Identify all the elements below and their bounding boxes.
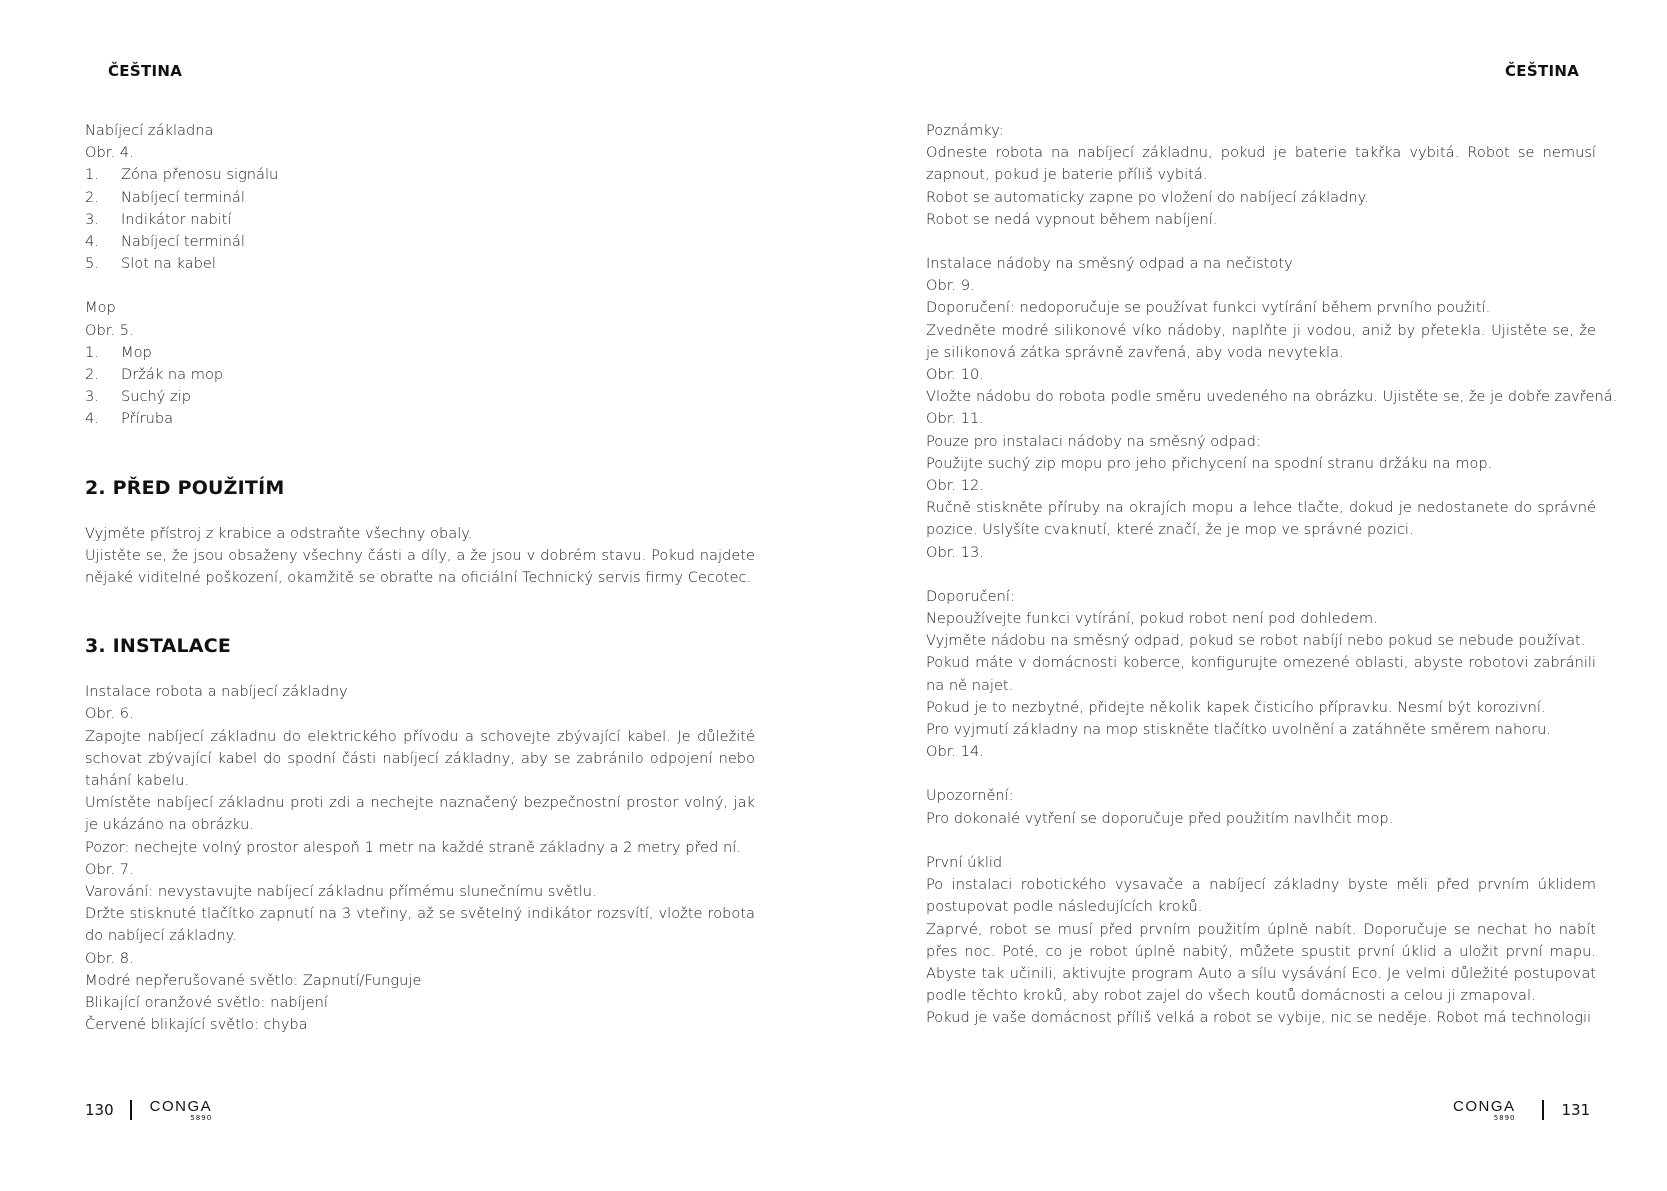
paragraph: Doporučení: nedoporučuje se používat funkci vytírání během prvního použití. bbox=[926, 299, 1491, 317]
figure-ref: Obr. 14. bbox=[926, 743, 984, 761]
paragraph: Vložte nádobu do robota podle směru uvedeného na obrázku. Ujistěte se, že je dobře zavřená. bbox=[926, 388, 1618, 406]
left-page bbox=[0, 0, 833, 1191]
charging-base-parts-list bbox=[85, 164, 755, 275]
section-heading: 3. INSTALACE bbox=[85, 635, 232, 658]
paragraph: Červené blikající světlo: chyba bbox=[85, 1016, 308, 1034]
paragraph: Instalace robota a nabíjecí základny bbox=[85, 683, 348, 701]
left-content bbox=[85, 120, 755, 1037]
paragraph: Varování: nevystavujte nabíjecí základnu přímému slunečnímu světlu. bbox=[85, 883, 597, 901]
paragraph: Zapojte nabíjecí základnu do elektrického přívodu a schovejte zbývající kabel. Je důležité schovat zbývající kabel do spodní části nabíjecí základny, aby se zabránilo odpojení nebo tahání kabelu. bbox=[85, 727, 755, 790]
mop-parts-list bbox=[85, 342, 755, 431]
section-title: Doporučení: bbox=[926, 587, 1015, 605]
language-label: ČEŠTINA bbox=[1505, 62, 1580, 80]
list-item: 4. Příruba bbox=[85, 410, 174, 428]
footer-divider bbox=[130, 1100, 132, 1120]
paragraph: Pro dokonalé vytření se doporučuje před použitím navlhčit mop. bbox=[926, 809, 1394, 827]
figure-ref: Obr. 8. bbox=[85, 949, 134, 967]
paragraph: Držte stisknuté tlačítko zapnutí na 3 vteřiny, až se světelný indikátor rozsvítí, vložte robota do nabíjecí základny. bbox=[85, 905, 755, 945]
list-item: 5. Slot na kabel bbox=[85, 255, 216, 273]
paragraph: Pozor: nechejte volný prostor alespoň 1 metr na každé straně základny a 2 metry před ní. bbox=[85, 838, 741, 856]
list-item: 1. Mop bbox=[85, 343, 152, 361]
footer-divider bbox=[1542, 1100, 1544, 1120]
figure-ref: Obr. 7. bbox=[85, 860, 134, 878]
list-item: 2. Nabíjecí terminál bbox=[85, 188, 245, 206]
page-number: 131 bbox=[1561, 1101, 1591, 1119]
figure-ref: Obr. 4. bbox=[85, 144, 134, 162]
list-item: 3. Indikátor nabití bbox=[85, 210, 232, 228]
paragraph: Vyjměte nádobu na směsný odpad, pokud se robot nabíjí nebo pokud se nebude používat. bbox=[926, 632, 1586, 650]
paragraph: Zvedněte modré silikonové víko nádoby, naplňte ji vodou, aniž by přetekla. Ujistěte se, že je silikonová zátka správně zavřená, aby voda nevytekla. bbox=[926, 321, 1596, 361]
paragraph: Pokud máte v domácnosti koberce, konfigurujte omezené oblasti, abyste robotovi zabránili na ně najet. bbox=[926, 654, 1596, 694]
page-footer bbox=[1453, 1093, 1590, 1127]
page-number: 130 bbox=[85, 1101, 114, 1119]
language-label: ČEŠTINA bbox=[108, 62, 183, 80]
paragraph: Poznámky: bbox=[926, 122, 1004, 139]
paragraph: Blikající oranžové světlo: nabíjení bbox=[85, 994, 328, 1012]
figure-ref: Obr. 13. bbox=[926, 543, 984, 561]
paragraph: Použijte suchý zip mopu pro jeho přichycení na spodní stranu držáku na mop. bbox=[926, 454, 1493, 472]
right-content bbox=[926, 120, 1618, 1030]
paragraph: Robot se nedá vypnout během nabíjení. bbox=[926, 210, 1218, 228]
figure-ref: Obr. 12. bbox=[926, 477, 984, 495]
figure-ref: Obr. 5. bbox=[85, 321, 134, 339]
section-title: Mop bbox=[85, 299, 116, 317]
section-title: Instalace nádoby na směsný odpad a na nečistoty bbox=[926, 255, 1293, 273]
list-item: 1. Zóna přenosu signálu bbox=[85, 166, 279, 184]
paragraph: Pokud je vaše domácnost příliš velká a robot se vybije, nic se neděje. Robot má technologii bbox=[926, 1009, 1592, 1027]
list-item: 4. Nabíjecí terminál bbox=[85, 233, 245, 251]
paragraph: Vyjměte přístroj z krabice a odstraňte všechny obaly. bbox=[85, 524, 473, 542]
paragraph: Umístěte nabíjecí základnu proti zdi a nechejte naznačený bezpečnostní prostor volný, jak je ukázáno na obrázku. bbox=[85, 794, 755, 834]
section-heading: 2. PŘED POUŽITÍM bbox=[85, 476, 285, 499]
figure-ref: Obr. 6. bbox=[85, 705, 134, 723]
section-title: První úklid bbox=[926, 853, 1003, 871]
paragraph: Pouze pro instalaci nádoby na směsný odpad: bbox=[926, 432, 1261, 450]
section-title: Nabíjecí základna bbox=[85, 122, 214, 139]
figure-ref: Obr. 9. bbox=[926, 277, 975, 295]
paragraph: Robot se automaticky zapne po vložení do nabíjecí základny. bbox=[926, 188, 1369, 206]
paragraph: Pokud je to nezbytné, přidejte několik kapek čisticího přípravku. Nesmí být korozivní. bbox=[926, 698, 1546, 716]
list-item: 3. Suchý zip bbox=[85, 388, 192, 406]
figure-ref: Obr. 11. bbox=[926, 410, 984, 428]
list-item: 2. Držák na mop bbox=[85, 366, 224, 384]
paragraph: Nepoužívejte funkci vytírání, pokud robot není pod dohledem. bbox=[926, 610, 1378, 628]
paragraph: Po instalaci robotického vysavače a nabíjecí základny byste měli před prvním úklidem postupovat podle následujících kroků. bbox=[926, 876, 1596, 916]
paragraph: Zaprvé, robot se musí před prvním použitím úplně nabít. Doporučuje se nechat ho nabít přes noc. Poté, co je robot úplně nabitý, můžete spustit první úklid a uložit první mapu. Abyste tak učinili, aktivujte program Auto a sílu vysávání Eco. Je velmi důležité postupovat podle těchto kroků, aby robot zajel do všech koutů domácnosti a celou ji zmapoval. bbox=[926, 920, 1596, 1005]
paragraph: Odneste robota na nabíjecí základnu, pokud je baterie takřka vybitá. Robot se nemusí zapnout, pokud je baterie příliš vybitá. bbox=[926, 144, 1596, 184]
page-footer bbox=[85, 1093, 212, 1127]
paragraph: Ručně stiskněte příruby na okrajích mopu a lehce tlačte, dokud je nedostanete do správné pozice. Uslyšíte cvaknutí, které značí, že je mop ve správné pozici. bbox=[926, 499, 1596, 539]
conga-logo: CONGA 5890 bbox=[1453, 1097, 1516, 1122]
right-page bbox=[834, 0, 1667, 1191]
section-title: Upozornění: bbox=[926, 787, 1014, 805]
figure-ref: Obr. 10. bbox=[926, 366, 984, 384]
paragraph: Modré nepřerušované světlo: Zapnutí/Funguje bbox=[85, 971, 422, 989]
paragraph: Pro vyjmutí základny na mop stiskněte tlačítko uvolnění a zatáhněte směrem nahoru. bbox=[926, 721, 1552, 739]
paragraph: Ujistěte se, že jsou obsaženy všechny části a díly, a že jsou v dobrém stavu. Pokud najdete nějaké viditelné poškození, okamžitě se obraťte na oficiální Technický servis firmy Cecotec. bbox=[85, 546, 755, 587]
conga-logo: CONGA 5890 bbox=[149, 1097, 213, 1122]
